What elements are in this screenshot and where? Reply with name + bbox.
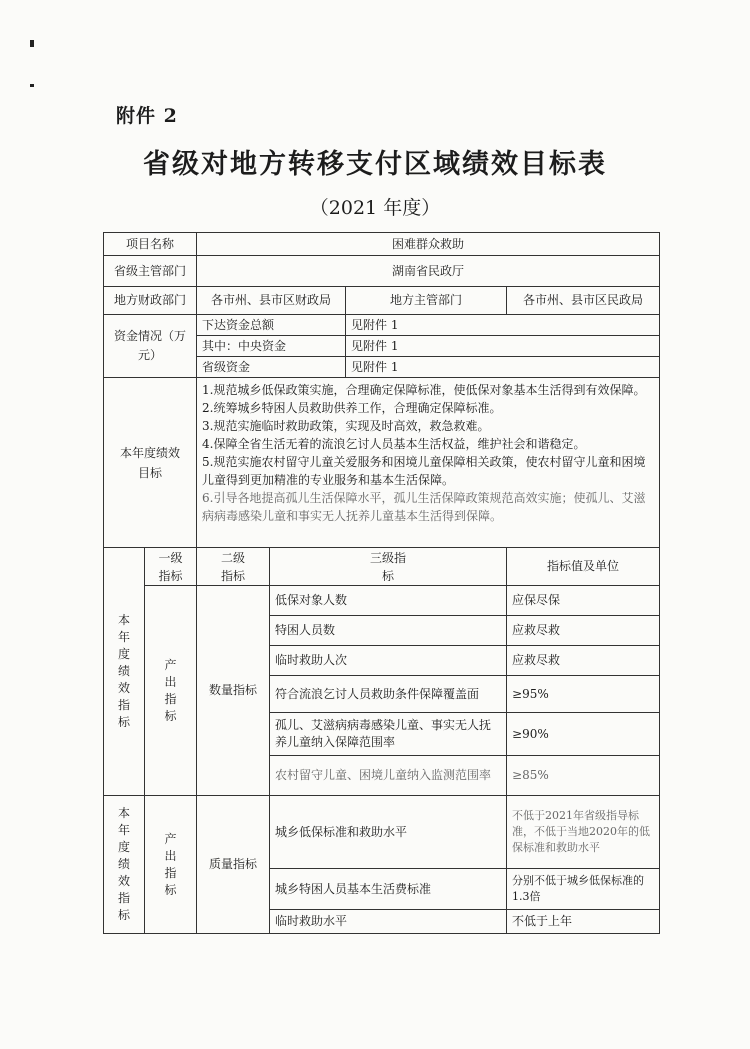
indicator-value: ≥90% — [507, 713, 660, 756]
indicator-name: 临时救助人次 — [270, 646, 507, 676]
scan-mark — [30, 84, 34, 87]
local-dept-label: 地方主管部门 — [346, 287, 507, 315]
funds-row-name: 其中：中央资金 — [197, 336, 346, 357]
document-title: 省级对地方转移支付区域绩效目标表 — [143, 149, 607, 180]
level1-output-label: 产出指标 — [145, 586, 197, 796]
col-header-value: 指标值及单位 — [507, 548, 660, 586]
indicator-value: 分别不低于城乡低保标准的1.3倍 — [507, 869, 660, 910]
indicators-section-label: 本年度绩效指标 — [104, 548, 145, 796]
indicator-value: ≥95% — [507, 676, 660, 713]
indicator-name: 特困人员数 — [270, 616, 507, 646]
scan-mark — [30, 40, 34, 47]
goal-item: 4.保障全省生活无着的流浪乞讨人员基本生活权益，维护社会和谐稳定。 — [202, 437, 586, 451]
project-name-label: 项目名称 — [104, 233, 197, 256]
indicator-name: 临时救助水平 — [270, 910, 507, 934]
level2-quality-label: 质量指标 — [197, 796, 270, 934]
goal-item: 1.规范城乡低保政策实施，合理确定保障标准，使低保对象基本生活得到有效保障。 — [202, 383, 646, 397]
funds-row-value: 见附件 1 — [346, 357, 660, 378]
col-header-level2: 二级指标 — [197, 548, 270, 586]
col-header-level3: 三级指标 — [270, 548, 507, 586]
indicator-name: 农村留守儿童、困境儿童纳入监测范围率 — [270, 756, 507, 796]
goal-item: 3.规范实施临时救助政策，实现及时高效，救急救难。 — [202, 419, 490, 433]
indicator-name: 低保对象人数 — [270, 586, 507, 616]
goal-item: 2.统筹城乡特困人员救助供养工作，合理确定保障标准。 — [202, 401, 502, 415]
performance-target-table — [103, 232, 660, 934]
indicator-value: 不低于2021年省级指导标准，不低于当地2020年的低保标准和救助水平 — [507, 796, 660, 869]
indicators-section-label: 本年度绩效指标 — [104, 796, 145, 934]
funds-row-value: 见附件 1 — [346, 315, 660, 336]
indicator-name: 符合流浪乞讨人员救助条件保障覆盖面 — [270, 676, 507, 713]
goal-item: 6.引导各地提高孤儿生活保障水平，孤儿生活保障政策规范高效实施；使孤儿、艾滋病病毒感染儿童和事实无人抚养儿童基本生活得到保障。 — [202, 491, 646, 523]
indicator-name: 城乡低保标准和救助水平 — [270, 796, 507, 869]
indicator-name: 孤儿、艾滋病病毒感染儿童、事实无人抚养儿童纳入保障范围率 — [270, 713, 507, 756]
goal-item: 5.规范实施农村留守儿童关爱服务和困境儿童保障相关政策，使农村留守儿童和困境儿童得到更加精准的专业服务和基本生活保障。 — [202, 455, 646, 487]
funds-row-name: 下达资金总额 — [197, 315, 346, 336]
goals-label: 本年度绩效目标 — [104, 378, 197, 548]
project-name-value: 困难群众救助 — [197, 233, 660, 256]
col-header-level1: 一级指标 — [145, 548, 197, 586]
funds-row-value: 见附件 1 — [346, 336, 660, 357]
attachment-label: 附件 2 — [116, 105, 178, 127]
level1-output-label: 产出指标 — [145, 796, 197, 934]
province-dept-label: 省级主管部门 — [104, 256, 197, 287]
province-dept-value: 湖南省民政厅 — [197, 256, 660, 287]
funds-row-name: 省级资金 — [197, 357, 346, 378]
local-finance-value: 各市州、县市区财政局 — [197, 287, 346, 315]
year-label: （2021 年度） — [309, 197, 441, 219]
funds-label: 资金情况（万元） — [104, 315, 197, 378]
indicator-value: 应保尽保 — [507, 586, 660, 616]
indicator-value: ≥85% — [507, 756, 660, 796]
local-finance-label: 地方财政部门 — [104, 287, 197, 315]
indicator-value: 应救尽救 — [507, 646, 660, 676]
indicator-value: 不低于上年 — [507, 910, 660, 934]
local-dept-value: 各市州、县市区民政局 — [507, 287, 660, 315]
level2-quantity-label: 数量指标 — [197, 586, 270, 796]
indicator-value: 应救尽救 — [507, 616, 660, 646]
indicator-name: 城乡特困人员基本生活费标准 — [270, 869, 507, 910]
